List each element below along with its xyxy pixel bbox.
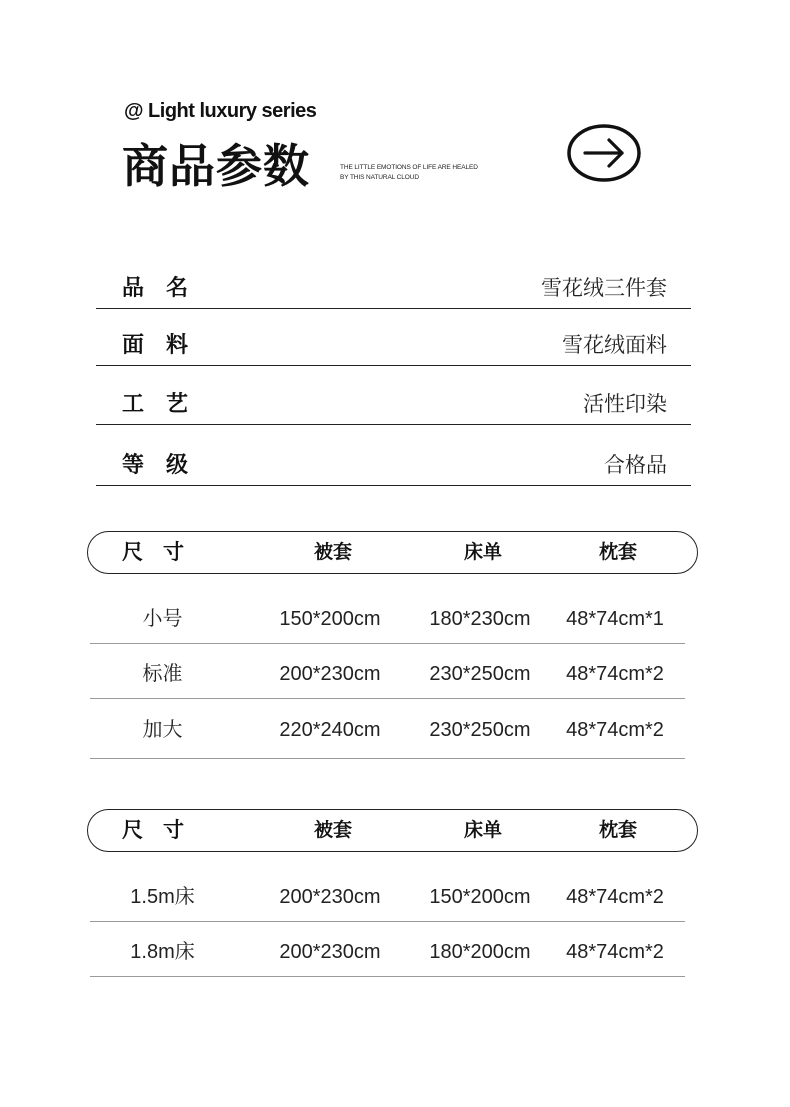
header-size: 尺寸 [122,819,204,842]
sheet-cell: 150*200cm [429,886,531,908]
param-value: 活性印染 [583,393,667,416]
arrow-right-circle-icon[interactable] [567,124,643,184]
pillow-cell: 48*74cm*2 [566,941,664,963]
param-value: 雪花绒面料 [562,334,667,357]
size-table-2-header [87,809,698,852]
param-row-fabric [96,308,691,366]
table-row [90,864,685,922]
header-duvet-cover: 被套 [313,820,352,841]
size-table-1-header [87,531,698,574]
param-row-name [96,268,691,309]
header-pillowcase: 枕套 [598,820,637,841]
param-value: 合格品 [604,454,667,477]
param-value: 雪花绒三件套 [541,277,667,300]
table-row [90,921,685,977]
tagline [340,163,478,183]
size-cell: 1.5m床 [130,886,195,908]
size-cell: 标准 [142,663,183,685]
param-key: 工艺 [122,391,211,416]
size-cell: 加大 [142,719,183,741]
table-row [90,698,685,759]
duvet-cell: 200*230cm [279,886,381,908]
sheet-cell: 230*250cm [429,719,531,741]
pillow-cell: 48*74cm*2 [566,663,664,685]
sheet-cell: 180*230cm [429,608,531,630]
header-size: 尺寸 [122,541,204,564]
param-row-craft [96,365,691,425]
sheet-cell: 230*250cm [429,663,531,685]
duvet-cell: 200*230cm [279,663,381,685]
table-row [90,643,685,699]
tagline-line-1: THE LITTLE EMOTIONS OF LIFE ARE HEALED [340,164,478,171]
duvet-cell: 150*200cm [279,608,381,630]
pillow-cell: 48*74cm*2 [566,719,664,741]
tagline-line-2: BY THIS NATURAL CLOUD [340,174,419,181]
pillow-cell: 48*74cm*1 [566,608,664,630]
series-label: @ Light luxury series [124,100,317,122]
size-cell: 小号 [142,608,183,630]
param-key: 面料 [122,332,211,357]
header-pillowcase: 枕套 [598,542,637,563]
page-title: 商品参数 [122,140,310,192]
header-bed-sheet: 床单 [463,820,502,841]
param-row-grade [96,424,691,486]
sheet-cell: 180*200cm [429,941,531,963]
header-duvet-cover: 被套 [313,542,352,563]
pillow-cell: 48*74cm*2 [566,886,664,908]
header-bed-sheet: 床单 [463,542,502,563]
duvet-cell: 220*240cm [279,719,381,741]
size-cell: 1.8m床 [130,941,195,963]
param-key: 品名 [122,275,211,300]
duvet-cell: 200*230cm [279,941,381,963]
param-key: 等级 [122,452,211,477]
table-row [90,586,685,644]
